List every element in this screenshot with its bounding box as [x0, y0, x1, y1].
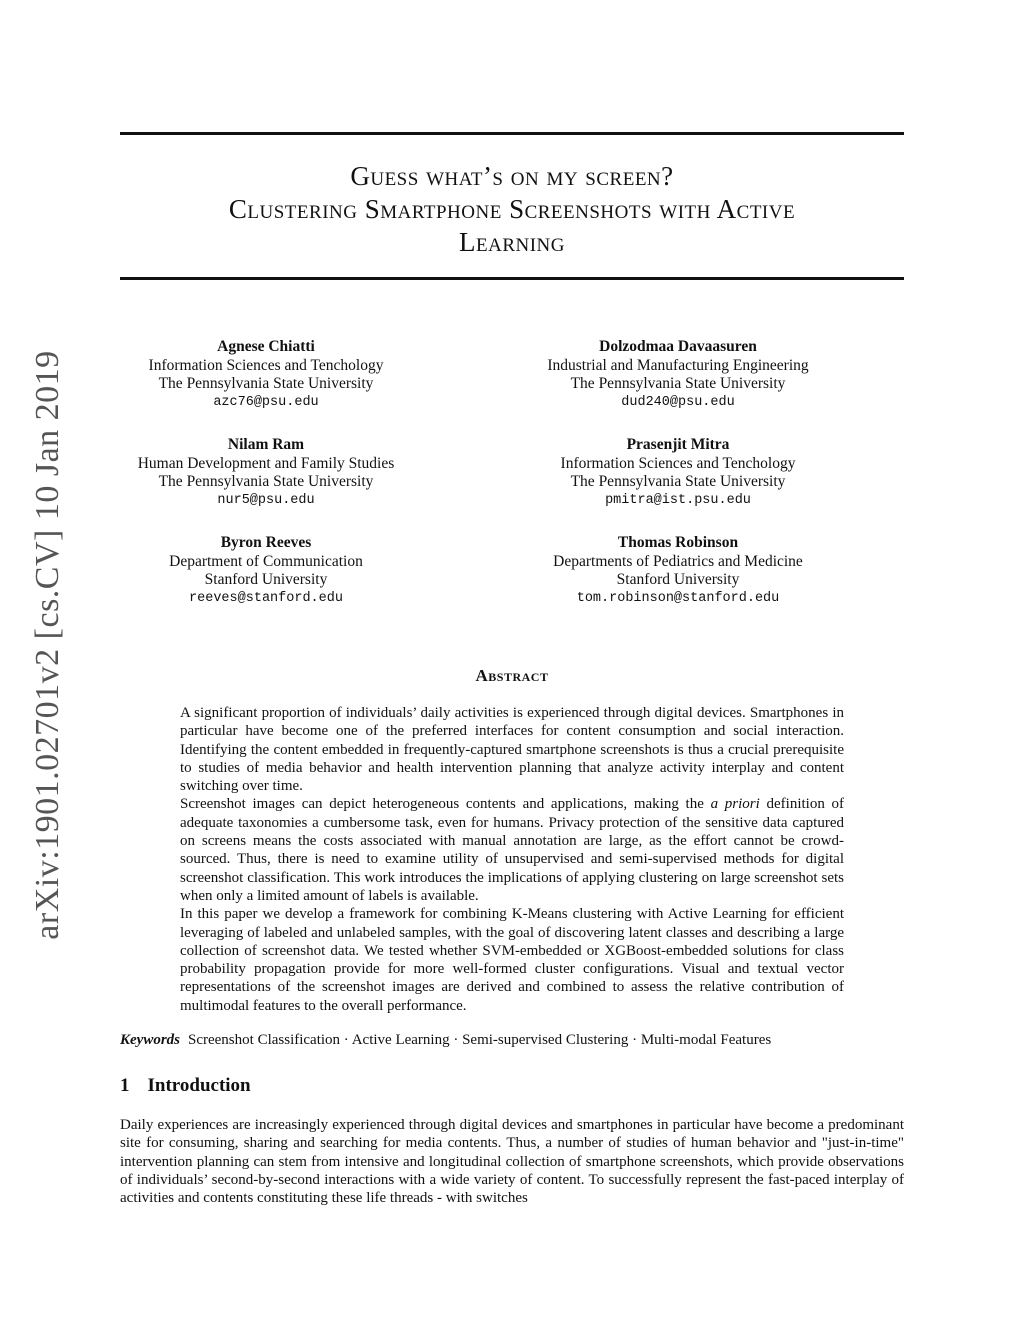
author-card: [70, 534, 462, 608]
introduction-paragraph: Daily experiences are increasingly experienced through digital devices and smartphones in particular have become a predominant site for consuming, sharing and searching for media contents. Thus, a number of studies of human behavior and "just-in-time" intervention planning can stem from intensive and longitudinal collection of smartphone screenshots, which provide observations of individuals’ second-by-second interactions with a wide variety of content. To successfully represent the fast-paced interplay of activities and contents constituting these life threads - with switches: [120, 1117, 904, 1207]
author-card: [70, 338, 462, 412]
author-institution: Stanford University: [616, 571, 740, 588]
author-dept: Information Sciences and Tenchology: [148, 356, 384, 374]
author-email: dud240@psu.edu: [621, 394, 735, 410]
author-dept: Industrial and Manufacturing Engineering: [547, 356, 809, 374]
author-block: [120, 338, 904, 632]
author-email: azc76@psu.edu: [213, 394, 319, 410]
author-card: [70, 436, 462, 510]
author-card: [482, 534, 874, 608]
author-row: [120, 534, 904, 608]
keywords-label: Keywords: [120, 1032, 180, 1048]
author-email: reeves@stanford.edu: [189, 590, 343, 606]
author-dept: Information Sciences and Tenchology: [560, 454, 796, 472]
author-institution: The Pennsylvania State University: [570, 473, 786, 490]
section-heading: [120, 1075, 904, 1097]
author-dept: Departments of Pediatrics and Medicine: [553, 552, 803, 570]
abstract-body: [180, 704, 844, 1015]
keywords-text: Screenshot Classification · Active Learning · Semi-supervised Clustering · Multi-modal Features: [188, 1032, 772, 1048]
author-card: [482, 338, 874, 412]
author-row: [120, 338, 904, 412]
author-card: [482, 436, 874, 510]
title-line-2: Clustering Smartphone Screenshots with Active: [228, 194, 796, 224]
abstract-heading: Abstract: [475, 666, 549, 685]
section-number: 1: [120, 1075, 130, 1096]
title-top-rule: [120, 132, 904, 135]
author-name: Thomas Robinson: [617, 534, 739, 551]
author-email: nur5@psu.edu: [217, 492, 315, 508]
author-email: pmitra@ist.psu.edu: [605, 492, 751, 508]
paper-title: [120, 160, 904, 259]
abstract-paragraph-1: A significant proportion of individuals’ daily activities is experienced through digital devices. Smartphones in particular have become one of the preferred interfaces for content consumption and social interaction. Identifying the content embedded in frequently-captured smartphone screenshots is thus a crucial prerequisite to studies of media behavior and health intervention planning that analyze activity interplay and content switching over time.: [180, 705, 844, 795]
introduction-body: [120, 1116, 904, 1207]
author-name: Prasenjit Mitra: [626, 436, 730, 453]
title-line-1: Guess what’s on my screen?: [350, 161, 674, 191]
arxiv-identifier: arXiv:1901.02701v2 [cs.CV] 10 Jan 2019: [29, 350, 66, 940]
title-line-3: Learning: [459, 227, 565, 257]
author-dept: Human Development and Family Studies: [137, 454, 395, 472]
author-institution: The Pennsylvania State University: [158, 473, 374, 490]
author-name: Dolzodmaa Davaasuren: [599, 338, 757, 355]
title-bottom-rule: [120, 277, 904, 280]
abstract-paragraph-3: In this paper we develop a framework for combining K-Means clustering with Active Learning for efficient leveraging of labeled and unlabeled samples, with the goal of discovering latent classes and describing a large collection of screenshot data. We tested whether SVM-embedded or XGBoost-embedded solutions for class probability propagation provide for more well-formed cluster configurations. Visual and textual vector representations of the screenshot images are derived and combined to assess the relative contribution of multimodal features to the overall performance.: [180, 906, 844, 1014]
author-name: Byron Reeves: [220, 534, 312, 551]
abstract-paragraph-2: [180, 795, 844, 905]
abstract-p2-italic: a priori: [710, 796, 760, 813]
abstract-p2-text: Screenshot images can depict heterogeneous contents and applications, making the: [180, 796, 711, 813]
author-institution: Stanford University: [204, 571, 328, 588]
author-institution: The Pennsylvania State University: [570, 375, 786, 392]
author-email: tom.robinson@stanford.edu: [576, 590, 780, 606]
author-row: [120, 436, 904, 510]
author-dept: Department of Communication: [169, 552, 363, 570]
author-name: Nilam Ram: [227, 436, 305, 453]
author-institution: The Pennsylvania State University: [158, 375, 374, 392]
author-name: Agnese Chiatti: [217, 338, 315, 355]
section-title: Introduction: [147, 1075, 251, 1096]
abstract-p2-text: definition of adequate taxonomies a cumbersome task, even for humans. Privacy protection of the sensitive data captured on screens means the costs associated with manual annotation are large, as the effort cannot be crowd-sourced. Thus, there is need to examine utility of unsupervised and semi-supervised methods for digital screenshot classification. This work introduces the implications of applying clustering on large screenshot sets when only a limited amount of labels is available.: [180, 796, 845, 904]
keywords: [120, 1031, 904, 1049]
